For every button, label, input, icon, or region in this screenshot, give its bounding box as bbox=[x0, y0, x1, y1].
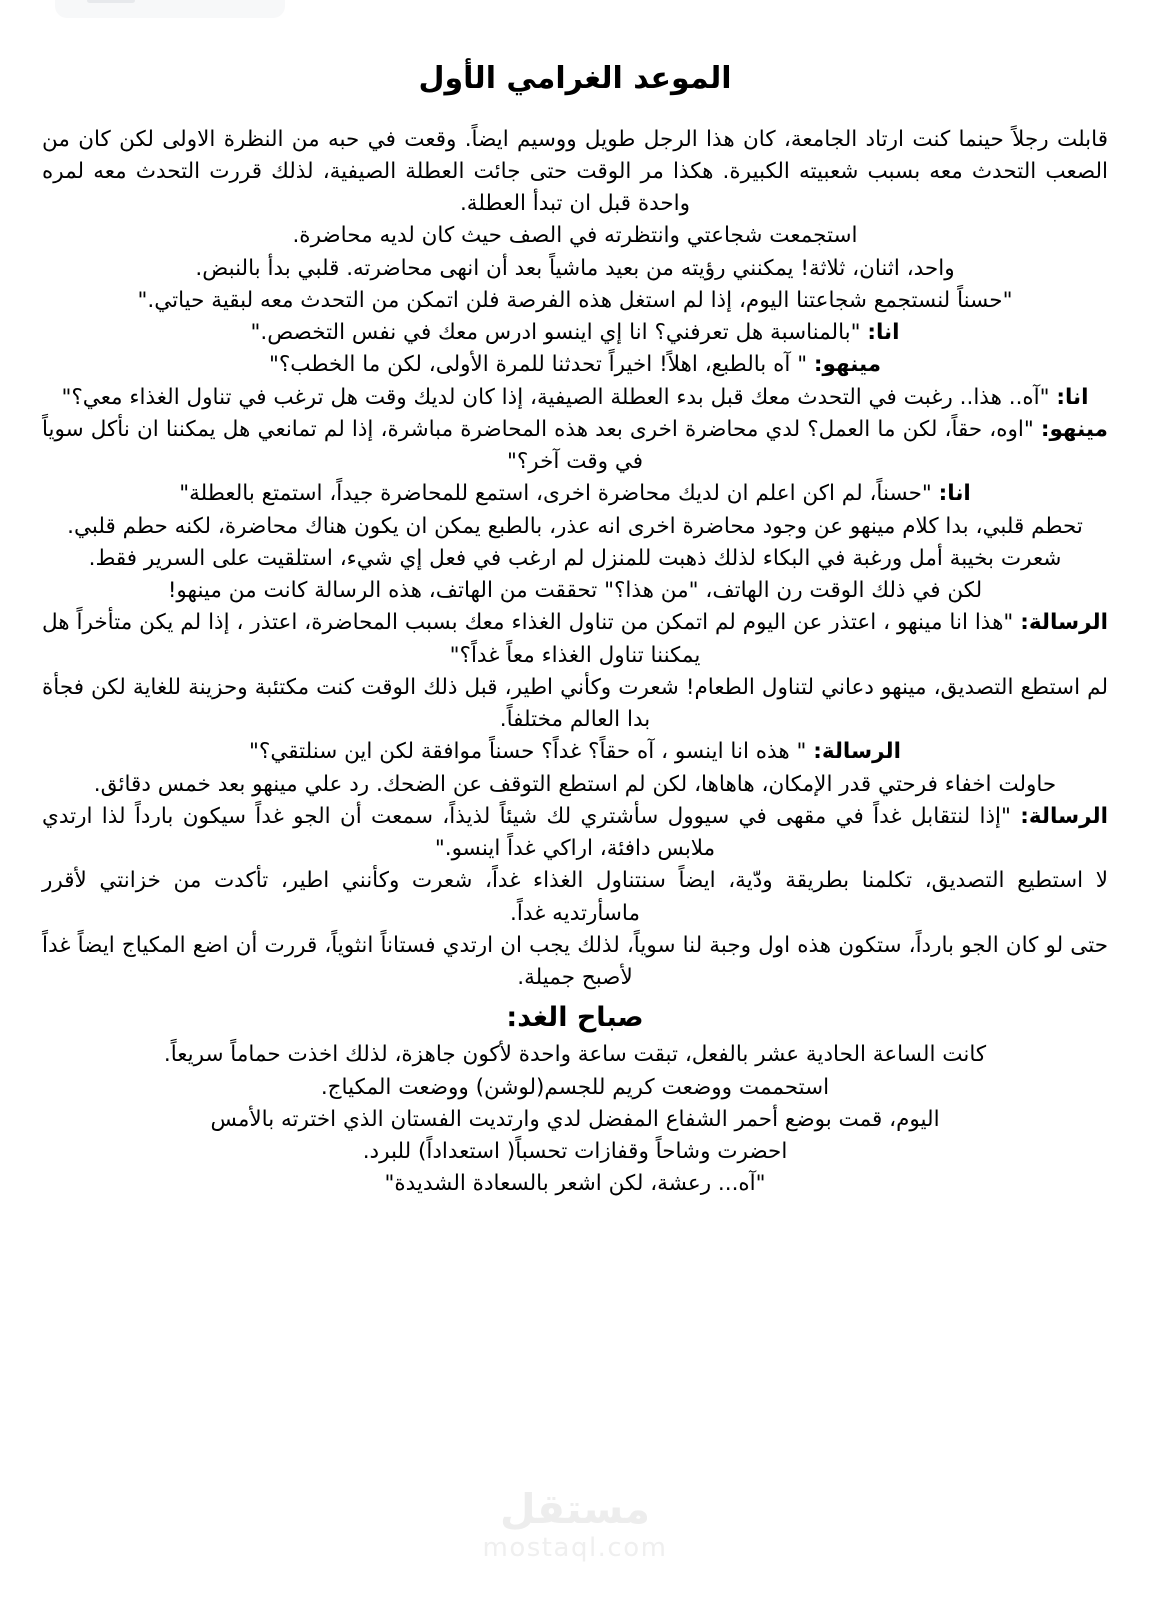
paragraph: احضرت وشاحاً وقفازات تحسباً( استعداداً) للبرد. bbox=[362, 1139, 788, 1165]
dialogue-speaker: مينهو: bbox=[1040, 416, 1108, 442]
dialogue-line bbox=[42, 801, 1108, 866]
dialogue-speaker: الرسالة: bbox=[1020, 610, 1108, 636]
dialogue-text: "آه.. هذا.. رغبت في التحدث معك قبل بدء العطلة الصيفية، إذا كان لديك وقت هل ترغب في تناول الغذاء معي؟" bbox=[61, 384, 1057, 410]
story-body bbox=[42, 124, 1108, 1201]
watermark-domain: mostaql.com bbox=[482, 1532, 668, 1563]
dialogue-speaker: مينهو: bbox=[813, 352, 882, 378]
dialogue-text: "هذا انا مينهو ، اعتذر عن اليوم لم اتمكن من تناول الغذاء معك بسبب المحاضرة، اعتذر ، إذا لم يكن متأخراً هل يمكننا تناول الغذاء معاً غداً؟" bbox=[42, 610, 1021, 668]
dialogue-text: "حسناً، لم اكن اعلم ان لديك محاضرة اخرى، استمع للمحاضرة جيداً، استمتع بالعطلة" bbox=[179, 481, 939, 507]
dialogue-line bbox=[42, 414, 1108, 479]
paragraph: واحد، اثنان، ثلاثة! يمكنني رؤيته من بعيد ماشياً بعد أن انهى محاضرته. قلبي بدأ بالنبض. bbox=[195, 255, 955, 281]
dialogue-speaker: انا: bbox=[867, 320, 900, 345]
dialogue-line bbox=[42, 736, 1108, 768]
dialogue-line bbox=[42, 382, 1108, 414]
paragraph: لكن في ذلك الوقت رن الهاتف، "من هذا؟" تحققت من الهاتف، هذه الرسالة كانت من مينهو! bbox=[167, 578, 983, 603]
paragraph: تحطم قلبي، بدا كلام مينهو عن وجود محاضرة اخرى انه عذر، بالطبع يمكن ان يكون هناك محاضرة، لكنه حطم قلبي. bbox=[67, 513, 1083, 539]
dialogue-text: " آه بالطبع، اهلاً! اخيراً تحدثنا للمرة الأولى، لكن ما الخطب؟" bbox=[268, 352, 814, 378]
dialogue-text: "إذا لنتقابل غداً في مقهى في سيوول سأشتري لك شيئاً لذيذاً، سمعت أن الجو غداً سيكون بارداً لذا ارتدي ملابس دافئة، اراكي غداً اينسو." bbox=[42, 803, 1021, 861]
paragraph: حتى لو كان الجو بارداً، ستكون هذه اول وجبة لنا سوياً، لذلك يجب ان ارتدي فستاناً انثوياً، قررت أن اضع المكياج ايضاً غداً لأصبح جميلة. bbox=[42, 932, 1108, 990]
dialogue-speaker: الرسالة: bbox=[813, 739, 901, 765]
watermark bbox=[0, 1484, 1150, 1564]
dialogue-line bbox=[42, 349, 1108, 381]
dialogue-line bbox=[42, 478, 1108, 510]
paragraph: "آه... رعشة، لكن اشعر بالسعادة الشديدة" bbox=[384, 1171, 766, 1197]
section-heading-tomorrow-morning: صباح الغد: bbox=[506, 1002, 644, 1034]
dialogue-speaker: الرسالة: bbox=[1020, 803, 1108, 829]
paragraph: استجمعت شجاعتي وانتظرته في الصف حيث كان لديه محاضرة. bbox=[292, 223, 858, 249]
paragraph: شعرت بخيبة أمل ورغبة في البكاء لذلك ذهبت للمنزل لم ارغب في فعل إي شيء، استلقيت على السرير فقط. bbox=[88, 545, 1062, 571]
dialogue-line bbox=[42, 317, 1108, 349]
paragraph: استحممت ووضعت كريم للجسم(لوشن) ووضعت المكياج. bbox=[320, 1074, 830, 1100]
dialogue-text: " هذه انا اينسو ، آه حقاً؟ غداً؟ حسناً موافقة لكن اين سنلتقي؟" bbox=[249, 739, 814, 765]
paragraph: اليوم، قمت بوضع أحمر الشفاع المفضل لدي وارتديت الفستان الذي اخترته بالأمس bbox=[210, 1106, 940, 1132]
paragraph: "حسناً لنستجمع شجاعتنا اليوم، إذا لم استغل هذه الفرصة فلن اتمكن من التحدث معه لبقية حياتي." bbox=[137, 287, 1013, 313]
paragraph: حاولت اخفاء فرحتي قدر الإمكان، هاهاها، لكن لم استطع التوقف عن الضحك. رد علي مينهو بعد خمس دقائق. bbox=[93, 771, 1057, 797]
paragraph: قابلت رجلاً حينما كنت ارتاد الجامعة، كان هذا الرجل طويل ووسيم ايضاً. وقعت في حبه من النظرة الاولى لكن كان من الصعب التحدث معه بسبب شعبيته الكبيرة. هكذا مر الوقت حتى جائت العطلة الصيفية، لذلك قررت التحدث معه لمره واحدة قبل ان تبدأ العطلة. bbox=[42, 126, 1108, 216]
dialogue-speaker: انا: bbox=[938, 481, 971, 507]
watermark-arabic-logo: مستقل bbox=[500, 1484, 650, 1533]
page-title: الموعد الغرامي الأول bbox=[418, 61, 732, 96]
dialogue-line bbox=[42, 607, 1108, 672]
dialogue-text: "بالمناسبة هل تعرفني؟ انا إي اينسو ادرس معك في نفس التخصص." bbox=[250, 320, 868, 345]
dialogue-speaker: انا: bbox=[1056, 384, 1089, 410]
paragraph: كانت الساعة الحادية عشر بالفعل، تبقت ساعة واحدة لأكون جاهزة، لذلك اخذت حماماً سريعاً. bbox=[163, 1042, 987, 1068]
paragraph: لم استطع التصديق، مينهو دعاني لتناول الطعام! شعرت وكأني اطير، قبل ذلك الوقت كنت مكتئبة وحزينة للغاية لكن فجأة بدا العالم مختلفاً. bbox=[42, 674, 1108, 732]
paragraph: لا استطيع التصديق، تكلمنا بطريقة ودّية، ايضاً سنتناول الغذاء غداً، شعرت وكأنني اطير، تأكدت من خزانتي لأقرر ماسأرتديه غداً. bbox=[42, 868, 1108, 926]
dialogue-text: "اوه، حقاً، لكن ما العمل؟ لدي محاضرة اخرى بعد هذه المحاضرة مباشرة، إذا لم تمانعي هل يمكننا ان نأكل سوياً في وقت آخر؟" bbox=[42, 416, 1041, 474]
